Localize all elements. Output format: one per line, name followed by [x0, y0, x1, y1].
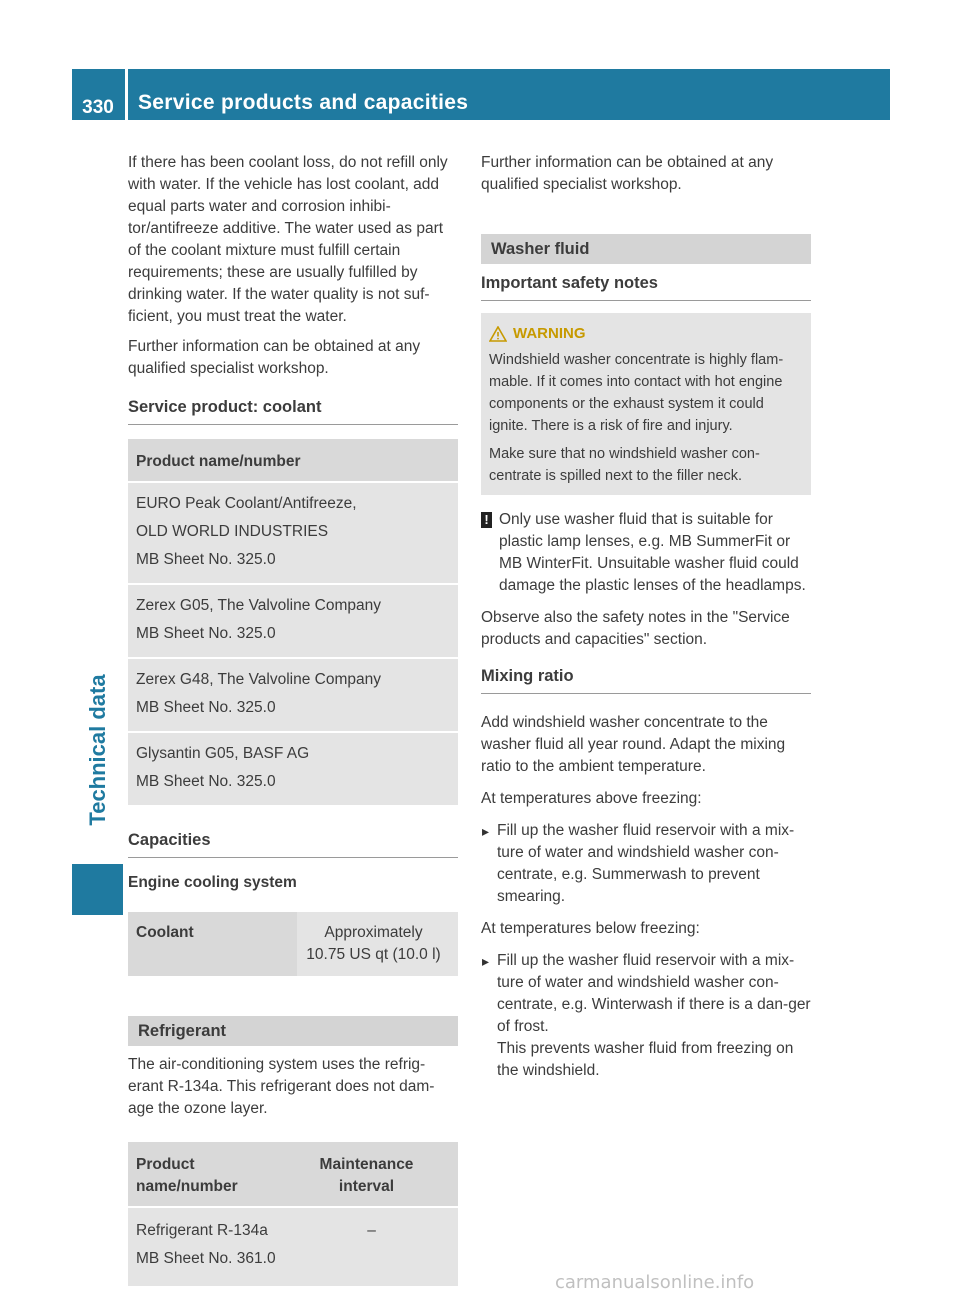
- column-header: Product name/number: [136, 1156, 238, 1195]
- table-row: [128, 483, 458, 585]
- washer-fluid-heading: Washer fluid: [481, 234, 811, 264]
- table-cell: –: [367, 1222, 376, 1239]
- refrigerant-table-header: [128, 1142, 458, 1208]
- exclamation-icon: !: [481, 512, 492, 528]
- page-title: Service products and capacities: [138, 91, 469, 114]
- side-tab-label: Technical data: [84, 674, 110, 826]
- step-arrow-icon: ▸: [482, 823, 490, 839]
- step-arrow-icon: ▸: [482, 953, 490, 969]
- coolant-table-header: Product name/number: [128, 439, 458, 483]
- table-cell: MB Sheet No. 325.0: [136, 625, 276, 642]
- table-row: [128, 585, 458, 659]
- table-cell-line: MB Sheet No. 361.0: [136, 1250, 276, 1267]
- step-text: Fill up the washer fluid reservoir with a mix-ture of water and windshield washer con-centrate, e.g. Summerwash to prevent smearing.: [497, 822, 795, 905]
- warning-header: [489, 323, 803, 345]
- left-column: [128, 152, 458, 1288]
- step-above-freezing: [481, 820, 811, 908]
- mixing-paragraph: Add windshield washer concentrate to the washer fluid all year round. Adapt the mixing ratio to the ambient temperature.: [481, 714, 786, 775]
- table-cell: Zerex G48, The Valvoline Company: [136, 671, 381, 688]
- coolant-heading: Service product: coolant: [128, 396, 458, 425]
- above-freezing-text: At temperatures above freezing:: [481, 790, 702, 807]
- capacity-value-line: Approximately: [324, 924, 423, 941]
- warning-label: WARNING: [513, 325, 586, 342]
- capacity-label: Coolant: [128, 912, 297, 976]
- warning-text: Make sure that no windshield washer con-centrate is spilled next to the filler neck.: [489, 446, 760, 484]
- step-text: Fill up the washer fluid reservoir with a mix-ture of water and windshield washer con-centrate, e.g. Winterwash if there is a dan-ger of frost.: [497, 952, 811, 1035]
- below-freezing-text: At temperatures below freezing:: [481, 920, 700, 937]
- table-row: [128, 733, 458, 807]
- side-tab-marker: [72, 864, 123, 915]
- table-cell: Zerex G05, The Valvoline Company: [136, 597, 381, 614]
- mixing-ratio-heading: Mixing ratio: [481, 665, 811, 694]
- footer-watermark: carmanualsonline.info: [555, 1272, 755, 1293]
- table-cell: MB Sheet No. 325.0: [136, 699, 276, 716]
- column-header: Maintenance interval: [319, 1156, 414, 1195]
- capacities-heading: Capacities: [128, 829, 458, 858]
- table-cell: MB Sheet No. 325.0: [136, 773, 276, 790]
- table-cell: MB Sheet No. 325.0: [136, 551, 276, 568]
- table-cell: [136, 1220, 293, 1276]
- warning-box: [481, 313, 811, 495]
- coolant-intro-paragraph: If there has been coolant loss, do not refill only with water. If the vehicle has lost coolant, add equal parts water and corrosion inhibi-tor/antifreeze additive. The water used as part of the coolant mixture must fulfill certain requirements; these are usually fulfilled by drinking water. If the water quality is not suf-ficient, you must treat the water.: [128, 154, 448, 325]
- capacity-value-line: 10.75 US qt (10.0 l): [306, 946, 441, 963]
- coolant-table: [128, 439, 458, 807]
- table-cell-line: Refrigerant R-134a: [136, 1222, 268, 1239]
- right-column: [481, 152, 811, 1082]
- table-cell: OLD WORLD INDUSTRIES: [136, 523, 329, 540]
- notice-paragraph: [481, 509, 811, 597]
- table-row: [128, 1208, 458, 1288]
- table-cell: Glysantin G05, BASF AG: [136, 745, 310, 762]
- engine-cooling-heading: Engine cooling system: [128, 874, 297, 891]
- refrigerant-paragraph: The air-conditioning system uses the refrig-erant R-134a. This refrigerant does not dam-age the ozone layer.: [128, 1056, 435, 1117]
- warning-text: Windshield washer concentrate is highly flam-mable. If it comes into contact with hot engine components or the exhaust system it could ignite. There is a risk of fire and injury.: [489, 352, 784, 434]
- notice-text: Only use washer fluid that is suitable for plastic lamp lenses, e.g. MB SummerFit or MB WinterFit. Unsuitable washer fluid could damage the plastic lenses of the headlamps.: [499, 511, 806, 594]
- further-info-paragraph: Further information can be obtained at any qualified specialist workshop.: [128, 338, 421, 377]
- table-cell: EURO Peak Coolant/Antifreeze,: [136, 495, 357, 512]
- refrigerant-heading: Refrigerant: [128, 1016, 458, 1046]
- observe-paragraph: Observe also the safety notes in the "Service products and capacities" section.: [481, 609, 790, 648]
- safety-notes-heading: Important safety notes: [481, 272, 811, 301]
- header-divider: [125, 69, 128, 120]
- capacity-value: [297, 922, 450, 966]
- table-row: [128, 659, 458, 733]
- step-note: This prevents washer fluid from freezing on the windshield.: [497, 1040, 794, 1079]
- refrigerant-table: [128, 1142, 458, 1288]
- step-below-freezing: [481, 950, 811, 1082]
- capacity-row: [128, 912, 458, 978]
- warning-triangle-icon: [489, 326, 507, 342]
- page-number: 330: [82, 97, 114, 118]
- further-info-paragraph: Further information can be obtained at any qualified specialist workshop.: [481, 154, 774, 193]
